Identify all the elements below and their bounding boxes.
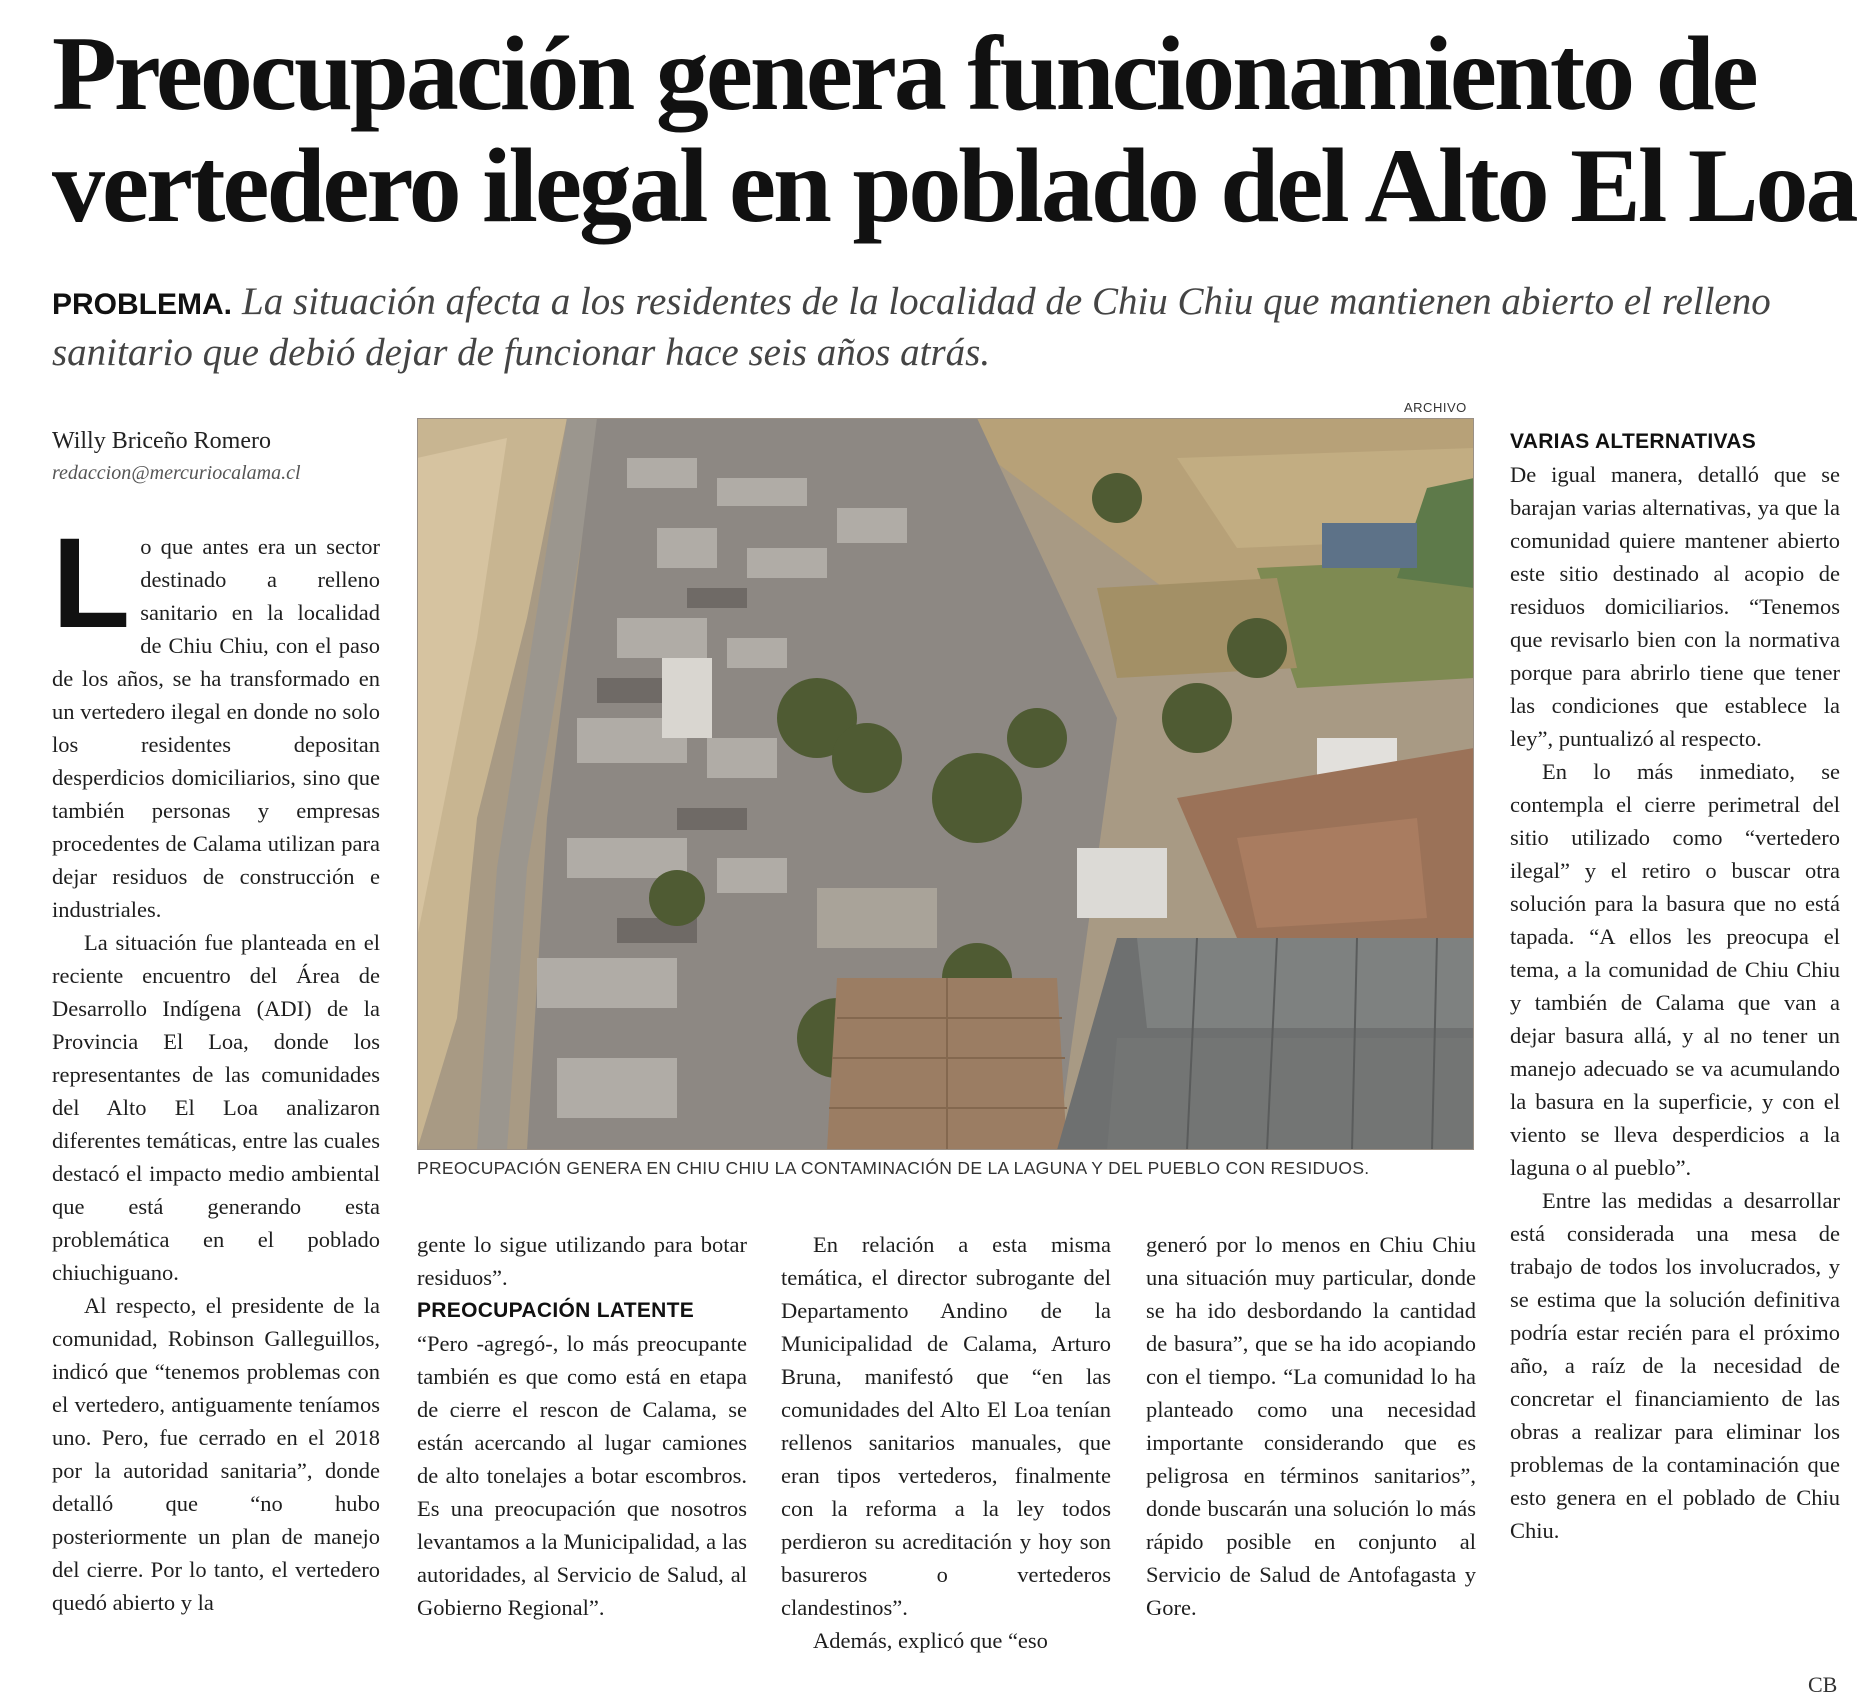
aerial-photo	[417, 418, 1474, 1150]
headline	[52, 15, 1856, 244]
byline-author: Willy Briceño Romero	[52, 428, 271, 454]
subhead-varias-alternativas: VARIAS ALTERNATIVAS	[1510, 430, 1757, 453]
column-2-paragraph-2: “Pero -agregó-, lo más preocupante también es que como está en etapa de cierre el rescon de Calama, se están acercando al lugar camiones de alto tonelajes a botar escombros. Es una preocupación que nosotros levantamos a la Municipalidad, a las autoridades, al Servicio de Salud, al Gobierno Regional”.	[417, 1331, 747, 1620]
byline-email: redaccion@mercuriocalama.cl	[52, 462, 301, 484]
column-1-paragraph-1: Lo que antes era un sector destinado a relleno sanitario en la localidad de Chiu Chiu, con el paso de los años, se ha transformado en un vertedero ilegal en donde no solo los residentes depositan desperdicios domiciliarios, sino que también personas y empresas procedentes de Calama utilizan para dejar residuos de construcción e industriales.	[52, 512, 380, 922]
column-5-paragraph-1: De igual manera, detalló que se barajan varias alternativas, ya que la comunidad quiere mantener abierto este sitio destinado al acopio de residuos domiciliarios. “Tenemos que revisarlo bien con la normativa porque para abrirlo tiene que tener las condiciones que establece la ley”, puntualizó al respecto.	[1510, 462, 1840, 751]
column-4	[1146, 1228, 1476, 1624]
column-4-paragraph-1: generó por lo menos en Chiu Chiu una situación muy particular, donde se ha ido desbordando la cantidad de basura”, que se ha ido acopiando con el tiempo. “La comunidad lo ha planteado como una necesidad importante considerando que es peligrosa en términos sanitarios”, donde buscarán una solución lo más rápido posible en conjunto al Servicio de Salud de Antofagasta y Gore.	[1146, 1232, 1476, 1620]
column-1-paragraph-2: La situación fue planteada en el reciente encuentro del Área de Desarrollo Indígena (ADI) de la Provincia El Loa, donde los representantes de las comunidades del Alto El Loa analizaron diferentes temáticas, entre las cuales destacó el impacto medio ambiental que está generando esta problemática en el poblado chiuchiguano.	[52, 930, 380, 1285]
column-3-paragraph-1: En relación a esta misma temática, el director subrogante del Departamento Andino de la Municipalidad de Calama, Arturo Bruna, manifestó que “en las comunidades del Alto El Loa tenían rellenos sanitarios manuales, que eran tipos vertederos, finalmente con la reforma a la ley todos perdieron su acreditación y hoy son basureros o vertederos clandestinos”.	[781, 1232, 1111, 1620]
column-5	[1510, 425, 1840, 1547]
deck-text: La situación afecta a los residentes de la localidad de Chiu Chiu que mantienen abierto el relleno sanitario que debió dejar de funcionar hace seis años atrás.	[52, 280, 1771, 374]
deck	[52, 278, 1832, 377]
end-mark: CB	[1808, 1672, 1838, 1697]
photo-credit: ARCHIVO	[1404, 400, 1467, 415]
deck-label: PROBLEMA.	[52, 288, 232, 321]
headline-line-1: Preocupación genera funcionamiento de	[52, 15, 1756, 132]
column-1-paragraph-3: Al respecto, el presidente de la comunidad, Robinson Galleguillos, indicó que “tenemos problemas con el vertedero, antiguamente teníamos uno. Pero, fue cerrado en el 2018 por la autoridad sanitaria”, donde detalló que “no hubo posteriormente un plan de manejo del cierre. Por lo tanto, el vertedero quedó abierto y la	[52, 1293, 380, 1615]
column-1	[52, 512, 380, 1619]
column-3	[781, 1228, 1111, 1657]
subhead-preocupacion-latente: PREOCUPACIÓN LATENTE	[417, 1299, 695, 1322]
column-3-paragraph-2: Además, explicó que “eso	[813, 1628, 1048, 1653]
headline-line-2: vertedero ilegal en poblado del Alto El Loa	[52, 127, 1856, 244]
column-2-paragraph-1: gente lo sigue utilizando para botar residuos”.	[417, 1232, 747, 1290]
column-5-paragraph-2: En lo más inmediato, se contempla el cierre perimetral del sitio utilizado como “vertedero ilegal” y el retiro o buscar otra solución para la basura que no está tapada. “A ellos les preocupa el tema, a la comunidad de Chiu Chiu y también de Calama que van a dejar basura allá, y al no tener un manejo adecuado se va acumulando la basura en la superficie, y con el viento se lleva desperdicios a la laguna o al pueblo”.	[1510, 759, 1840, 1180]
drop-cap: L	[52, 512, 131, 655]
column-2	[417, 1228, 747, 1624]
column-5-paragraph-3: Entre las medidas a desarrollar está considerada una mesa de trabajo de todos los involucrados, y se estima que la solución definitiva podría estar recién para el próximo año, a raíz de la necesidad de concretar el financiamiento de las obras a realizar para eliminar los problemas de la contaminación que esto genera en el poblado de Chiu Chiu.	[1510, 1188, 1840, 1543]
photo-caption: PREOCUPACIÓN GENERA EN CHIU CHIU LA CONTAMINACIÓN DE LA LAGUNA Y DEL PUEBLO CON RESIDUOS.	[417, 1158, 1370, 1178]
